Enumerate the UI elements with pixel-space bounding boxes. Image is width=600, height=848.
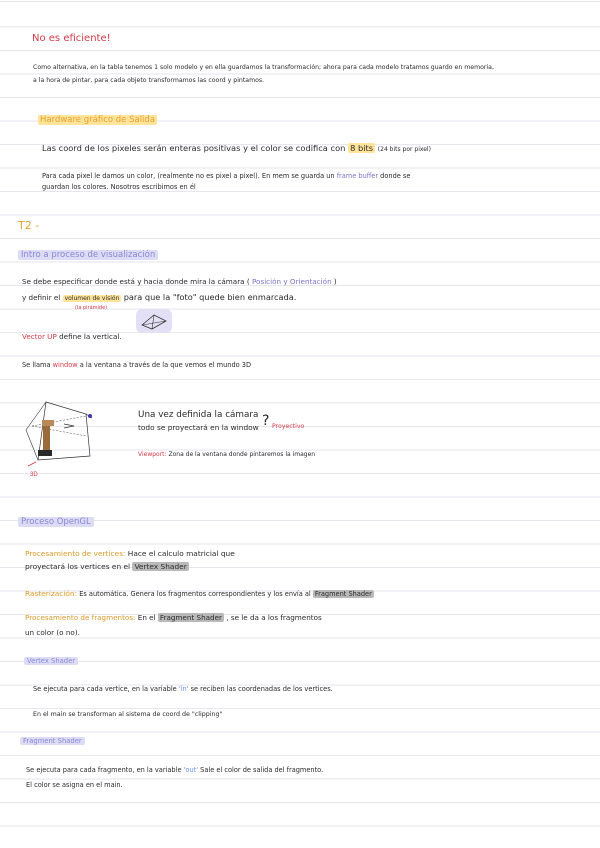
heading-vertex-shader bbox=[24, 656, 78, 666]
intro-cam-line-2 bbox=[22, 292, 296, 304]
proc-frag-label: Procesamiento de fragmentos: bbox=[25, 613, 136, 622]
proc-frag-text-1-post: , se le da a los fragmentos bbox=[226, 613, 322, 622]
hw-line-1-post: (24 bits por pixel) bbox=[377, 146, 431, 153]
fragment-shader-chip-1: Fragment Shader bbox=[314, 590, 372, 598]
heading-hardware-text: Hardware gráfico de Salida bbox=[40, 115, 156, 125]
intro-cam-line-1-pre: Se debe especificar donde está y hacia donde mira la cámara ( bbox=[22, 277, 250, 286]
vs-line-1-post: se reciben las coordenadas de los vertices. bbox=[190, 685, 333, 693]
window-line bbox=[22, 360, 251, 370]
diagram-rays bbox=[32, 416, 86, 436]
heading-fragment-shader bbox=[20, 736, 85, 746]
proc-vert-text-1: Hace el calculo matricial que bbox=[127, 549, 235, 558]
section-t2: T2 - bbox=[18, 219, 40, 232]
window-line-post: a la ventana a través de la que vemos el mundo 3D bbox=[79, 361, 252, 369]
viewport-text: Zona de la ventana donde pintaremos la imagen bbox=[168, 451, 316, 458]
proc-vert-label: Procesamiento de vertices: bbox=[25, 549, 126, 558]
proc-frag-line-1 bbox=[25, 613, 322, 623]
camera-brace: ? bbox=[262, 413, 270, 429]
heading-vertex-shader-text: Vertex Shader bbox=[24, 657, 78, 665]
hw-line-2-post: donde se bbox=[380, 172, 411, 180]
proyectivo-label: Proyectivo bbox=[272, 423, 305, 430]
diagram-arrow bbox=[64, 424, 74, 428]
camera-line-1: Una vez definida la cámara bbox=[138, 410, 259, 420]
proc-vert-line-1 bbox=[25, 549, 235, 559]
vector-up-label: Vector UP bbox=[22, 332, 57, 341]
vs-line-2: En el main se transforman al sistema de coord de "clipping" bbox=[33, 711, 223, 718]
intro-cam-line-2-pre: y definir el bbox=[22, 293, 61, 302]
intro-volumen-vision: volumen de visión bbox=[64, 295, 120, 302]
heading-hardware bbox=[38, 115, 157, 125]
intro-line-2: a la hora de pintar, para cada objeto transformamos las coord y pintamos. bbox=[33, 77, 265, 84]
hw-line-2 bbox=[42, 171, 410, 181]
heading-opengl bbox=[18, 517, 94, 527]
vector-up-rest: define la vertical. bbox=[59, 332, 122, 341]
window-word: window bbox=[52, 361, 78, 369]
heading-intro bbox=[18, 250, 158, 260]
viewport-label: Viewport: bbox=[138, 451, 167, 458]
proc-vert-text-2: proyectará los vertices en el bbox=[25, 562, 131, 571]
diagram-object-base bbox=[38, 450, 52, 456]
vs-line-1 bbox=[33, 684, 333, 694]
hw-line-2-pre: Para cada pixel le damos un color, (realmente no es pixel a pixel). En mem se guarda un bbox=[42, 172, 335, 180]
intro-cam-line-1-post: ) bbox=[333, 277, 337, 286]
vertex-shader-chip: Vertex Shader bbox=[134, 562, 187, 571]
proc-vert-line-2 bbox=[25, 562, 189, 572]
intro-cam-line-1 bbox=[22, 277, 337, 287]
intro-cam-position: Posición y Orientación bbox=[251, 277, 332, 286]
diagram-frustum-lines bbox=[26, 402, 92, 460]
fs-line-1-pre: Se ejecuta para cada fragmento, en la variable bbox=[26, 766, 182, 774]
viewport-line bbox=[138, 450, 315, 460]
fs-line-1-post: Sale el color de salida del fragmento. bbox=[200, 766, 324, 774]
intro-line-1: Como alternativa, en la tabla tenemos 1 solo modelo y en ella guardamos la transformación; ahora para cada modelo tratamos guardo en memoria, bbox=[33, 64, 494, 71]
diagram-object-body bbox=[43, 426, 50, 452]
fs-out: 'out' bbox=[183, 766, 199, 774]
fs-line-1 bbox=[26, 765, 323, 775]
camera-diagram bbox=[24, 396, 102, 480]
raster-line bbox=[25, 589, 374, 599]
hw-frame-buffer: frame buffer bbox=[336, 172, 379, 180]
heading-fragment-shader-text: Fragment Shader bbox=[20, 737, 85, 745]
proc-frag-text-1-pre: En el bbox=[137, 613, 156, 622]
piramide-note: (la pirámide) bbox=[75, 305, 108, 311]
raster-text: Es automática. Genera los fragmentos correspondientes y los envía al bbox=[79, 590, 311, 598]
diagram-label-3d: 3D bbox=[30, 472, 38, 478]
fragment-shader-chip-2: Fragment Shader bbox=[159, 613, 222, 622]
hw-line-1-pre: Las coord de los pixeles serán enteras positivas y el color se codifica con bbox=[42, 143, 346, 153]
vs-in: 'in' bbox=[178, 685, 189, 693]
title-no-eficiente: No es eficiente! bbox=[32, 33, 111, 44]
camera-line-2: todo se proyectará en la window bbox=[138, 423, 259, 432]
view-volume-sketch bbox=[134, 307, 174, 335]
heading-intro-text: Intro a proceso de visualización bbox=[18, 250, 158, 260]
diagram-camera-point bbox=[88, 414, 92, 418]
vector-up-line bbox=[22, 332, 122, 342]
vs-line-1-pre: Se ejecuta para cada vertice, en la variable bbox=[33, 685, 177, 693]
window-line-pre: Se llama bbox=[22, 361, 51, 369]
hw-bits: 8 bits bbox=[350, 143, 374, 153]
proc-frag-line-2: un color (o no). bbox=[25, 628, 80, 637]
raster-label: Rasterización: bbox=[25, 589, 78, 598]
diagram-axis bbox=[28, 462, 36, 466]
diagram-object-top bbox=[42, 420, 54, 426]
heading-opengl-text: Proceso OpenGL bbox=[18, 517, 94, 527]
fs-line-2: El color se asigna en el main. bbox=[26, 781, 123, 789]
intro-cam-line-2-post: para que la "foto" quede bien enmarcada. bbox=[123, 292, 297, 302]
hw-line-1 bbox=[42, 143, 431, 155]
hw-line-3: guardan los colores. Nosotros escribimos en él bbox=[42, 183, 196, 191]
